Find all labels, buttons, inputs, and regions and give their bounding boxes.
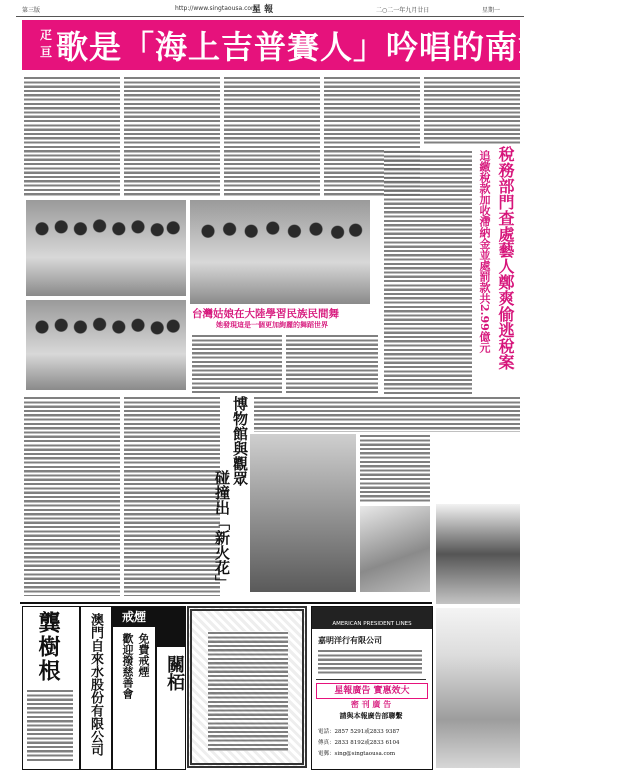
- shipping-ad: [311, 606, 433, 770]
- quit-smoking-title: 戒煙: [113, 607, 155, 627]
- banner-title: 歌是「海上吉普賽人」吟唱的南海漁歌: [56, 28, 617, 66]
- stage-photo: [190, 200, 370, 304]
- article-column: [424, 76, 520, 144]
- masthead-name: 星 報: [252, 5, 274, 15]
- quit-smoking-line1: 免費戒煙: [137, 633, 150, 677]
- quit-smoking-line2: 歡迎撥慈善會: [121, 633, 134, 699]
- memorial-ad: [187, 606, 307, 768]
- water-company-name: 澳門自來水股份有限公司: [88, 613, 103, 756]
- dancers-photo: [26, 300, 186, 390]
- article-column: [124, 76, 220, 196]
- tax-subhead: 追繳稅款加收滯納金並處罰款共2.99億元: [478, 150, 491, 353]
- tax-headline: 稅務部門查處藝人鄭爽偷逃稅案: [496, 146, 515, 370]
- classified-sub: 密 刊 廣 告: [350, 699, 392, 709]
- article-column: [286, 334, 378, 394]
- article-column: [192, 334, 282, 394]
- article-column: [360, 434, 430, 504]
- taiwan-caption: 台灣姑娘在大陸學習民族民間舞: [192, 308, 339, 320]
- taiwan-subcaption: 她發現這是一個更加絢麗的舞蹈世界: [216, 321, 328, 329]
- shipping-brand: AMERICAN PRESIDENT LINES: [312, 607, 432, 629]
- funeral-ad-name: 關栢: [164, 655, 185, 691]
- portrait-photo-bottom: [436, 608, 520, 768]
- classified-contact: 請與本報廣告部聯繫: [339, 711, 403, 720]
- issue-date: 二○二一年九月廿日: [376, 7, 430, 14]
- lead-banner: [22, 20, 617, 70]
- artist-photo: [360, 506, 430, 592]
- museum-headline-a: 博物館與觀眾: [231, 396, 249, 486]
- classified-email: 電郵：sing@singtaousa.com: [318, 751, 396, 757]
- funeral-ad: [156, 606, 186, 770]
- classified-tel: 電話：2857 5291或2833 9387: [318, 729, 400, 735]
- classified-title: 星報廣告 實惠效大: [316, 683, 428, 699]
- page-number: 第三版: [22, 7, 41, 14]
- article-column: [384, 150, 472, 395]
- shipping-company: 嘉明洋行有限公司: [318, 635, 382, 645]
- article-column: [254, 396, 520, 432]
- quit-smoking-ad: [112, 606, 156, 770]
- portrait-photo-top: [436, 504, 520, 604]
- header-url: http://www.singtaousa.com: [175, 5, 257, 12]
- classified-fax: 傳真：2833 8192或2833 6104: [318, 740, 400, 746]
- ads-rule: [20, 602, 432, 604]
- museum-headline-b: 碰撞出「新火花」: [213, 470, 231, 590]
- banner-tag: 疋 亘: [40, 28, 53, 59]
- article-column: [124, 396, 220, 596]
- cemetery-ad-name: 龔樹根: [35, 611, 61, 683]
- museum-photo: [250, 434, 356, 592]
- group-photo: [26, 200, 186, 296]
- weekday: 星期一: [482, 7, 501, 14]
- article-column: [24, 396, 120, 596]
- water-company-ad: [80, 606, 112, 770]
- article-column: [224, 76, 320, 196]
- article-column: [24, 76, 120, 196]
- header-rule: [16, 16, 524, 17]
- cemetery-ad: [22, 606, 80, 770]
